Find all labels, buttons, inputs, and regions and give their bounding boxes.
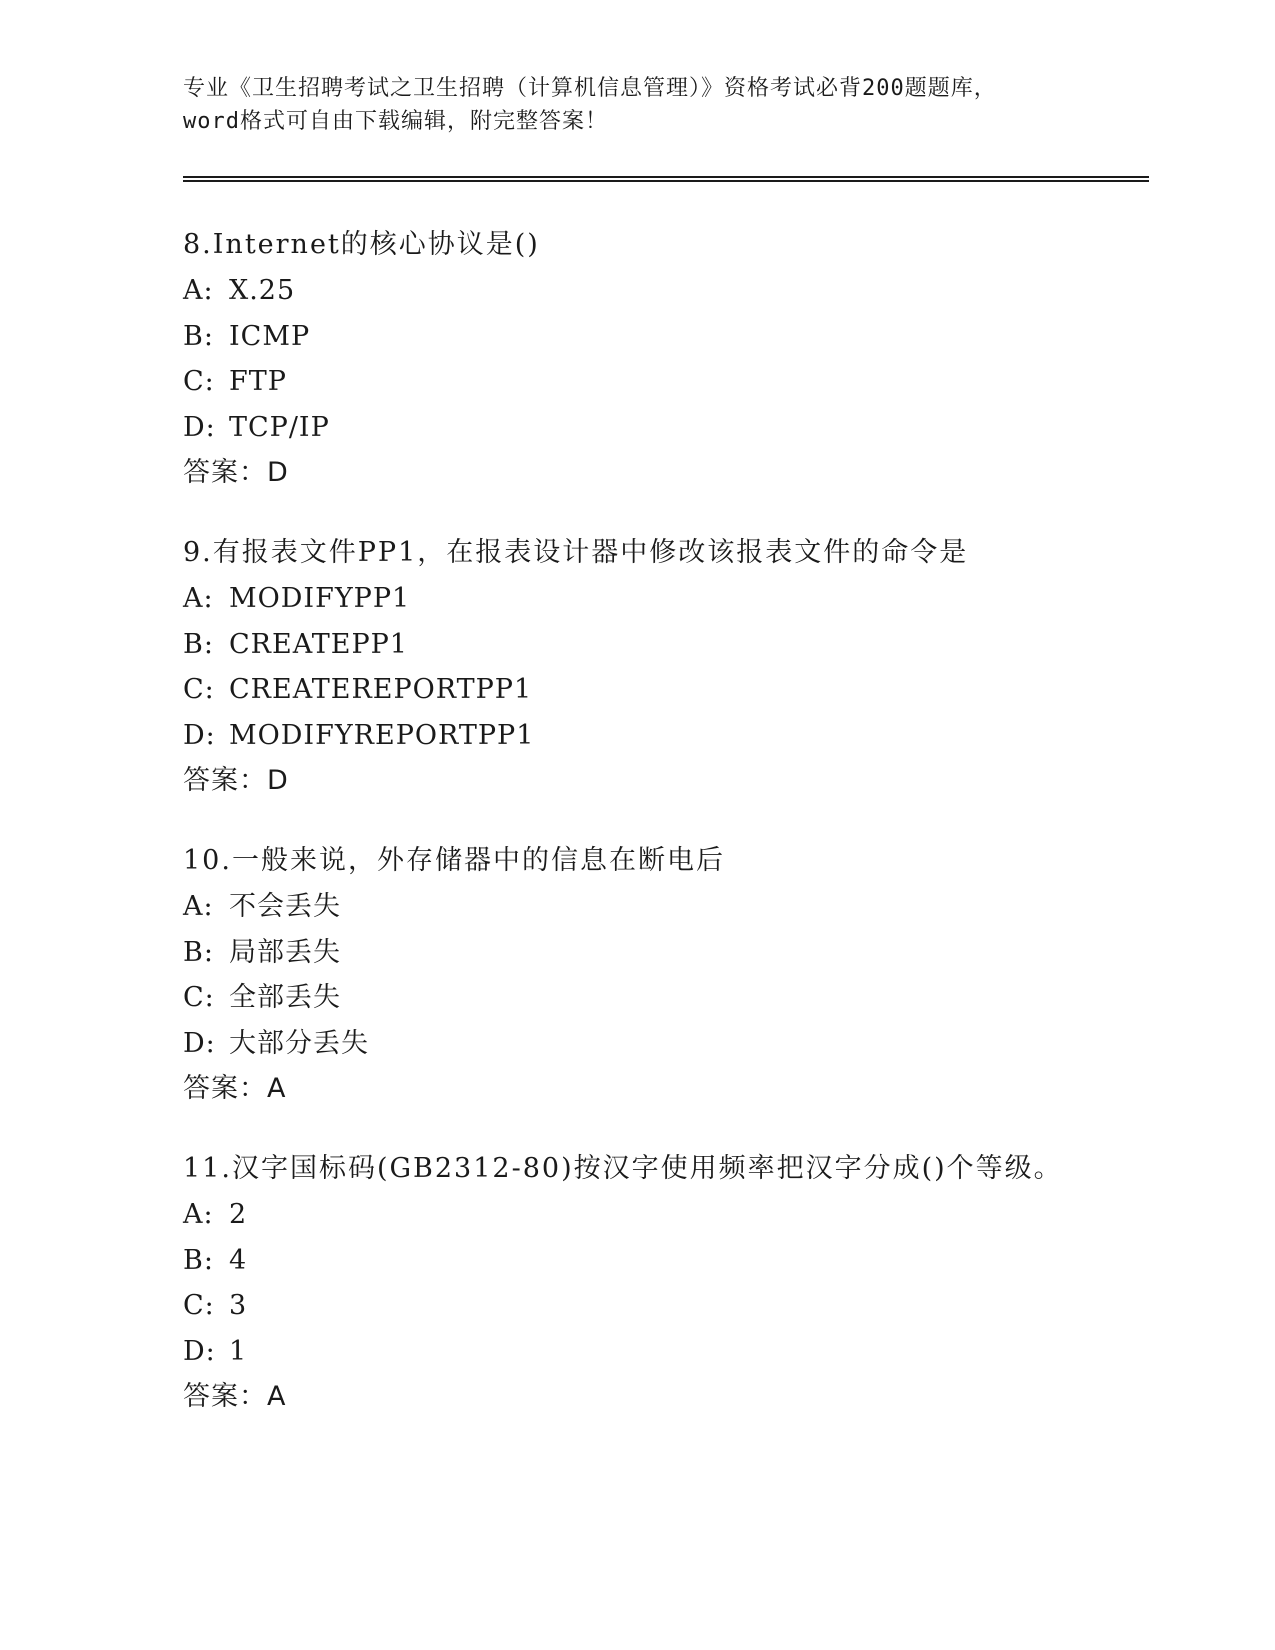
option-text: CREATEPP1 (229, 628, 408, 660)
option-label: B: (183, 320, 214, 352)
answer-line: 答案：D (183, 457, 289, 488)
option-text: X.25 (229, 275, 296, 306)
option-text: MODIFYREPORTPP1 (229, 719, 535, 751)
option-text: CREATEREPORTPP1 (229, 674, 533, 705)
option-d (183, 713, 1083, 759)
option-label: D: (183, 411, 216, 443)
option-c (183, 975, 1083, 1021)
option-label: C: (183, 1290, 215, 1321)
option-d (183, 1329, 1083, 1375)
option-b (183, 622, 1083, 668)
option-b (183, 1238, 1083, 1284)
question-11 (183, 1146, 1083, 1420)
option-label: A: (183, 1199, 214, 1230)
option-text: 1 (229, 1335, 248, 1367)
option-text: 大部分丢失 (229, 1027, 369, 1059)
option-label: D: (183, 719, 216, 751)
answer-line: 答案：A (183, 1073, 287, 1104)
question-title: 8.Internet的核心协议是() (183, 229, 540, 260)
option-b (183, 930, 1083, 976)
header-line-1: 专业《卫生招聘考试之卫生招聘（计算机信息管理）》资格考试必背200题题库， (183, 76, 997, 101)
option-label: A: (183, 891, 214, 922)
option-d (183, 1021, 1083, 1067)
option-text: ICMP (229, 320, 311, 352)
option-text: MODIFYPP1 (229, 583, 411, 614)
option-b (183, 314, 1083, 360)
option-text: 4 (229, 1244, 248, 1276)
option-a (183, 576, 1083, 622)
option-a (183, 268, 1083, 314)
option-text: 不会丢失 (229, 891, 341, 922)
option-text: 全部丢失 (229, 982, 341, 1013)
option-text: 2 (229, 1199, 248, 1230)
document-header (183, 72, 1083, 138)
option-label: D: (183, 1335, 216, 1367)
question-title: 10.一般来说，外存储器中的信息在断电后 (183, 845, 725, 876)
header-line-2: word格式可自由下载编辑，附完整答案！ (183, 109, 608, 134)
option-text: 3 (229, 1290, 248, 1321)
option-label: B: (183, 628, 214, 660)
option-c (183, 1283, 1083, 1329)
option-label: C: (183, 366, 215, 397)
option-label: B: (183, 936, 214, 968)
option-label: C: (183, 982, 215, 1013)
answer-line: 答案：A (183, 1381, 287, 1412)
option-c (183, 359, 1083, 405)
option-c (183, 667, 1083, 713)
answer-line: 答案：D (183, 765, 289, 796)
header-divider (183, 176, 1149, 182)
question-title: 9.有报表文件PP1，在报表设计器中修改该报表文件的命令是 (183, 537, 969, 568)
option-text: TCP/IP (229, 411, 330, 443)
question-9 (183, 530, 1083, 804)
option-text: FTP (229, 366, 287, 397)
option-a (183, 884, 1083, 930)
option-label: A: (183, 583, 214, 614)
question-title: 11.汉字国标码(GB2312-80)按汉字使用频率把汉字分成()个等级。 (183, 1153, 1063, 1184)
option-d (183, 405, 1083, 451)
option-text: 局部丢失 (229, 936, 341, 968)
question-8 (183, 222, 1083, 496)
option-label: C: (183, 674, 215, 705)
option-label: A: (183, 275, 214, 306)
option-label: B: (183, 1244, 214, 1276)
option-label: D: (183, 1027, 216, 1059)
question-10 (183, 838, 1083, 1112)
option-a (183, 1192, 1083, 1238)
